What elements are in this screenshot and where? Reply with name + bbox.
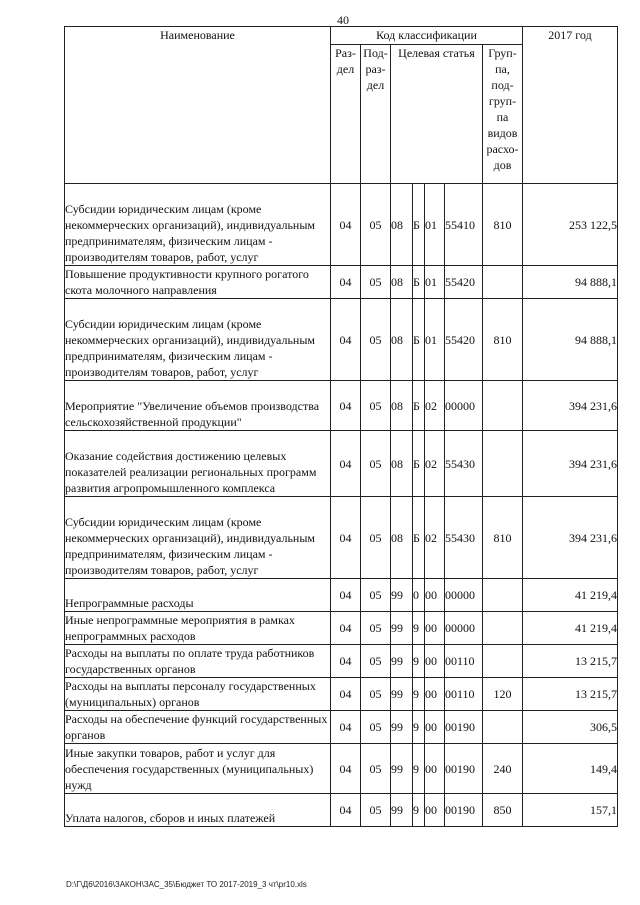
expense-type-code — [483, 431, 523, 497]
row-name: Субсидии юридическим лицам (кроме некоммерческих организаций), индивидуальным предпринимателям, физическим лицам - производителям товаров, работ, услуг — [65, 497, 331, 579]
subsection-code: 05 — [361, 431, 391, 497]
section-code: 04 — [331, 678, 361, 711]
section-code: 04 — [331, 266, 361, 299]
target-subprogram-code: Б — [413, 299, 425, 381]
table-row — [65, 744, 618, 794]
target-subprogram-code: Б — [413, 431, 425, 497]
row-name: Иные непрограммные мероприятия в рамках непрограммных расходов — [65, 612, 331, 645]
row-name: Субсидии юридическим лицам (кроме некоммерческих организаций), индивидуальным предпринимателям, физическим лицам - производителям товаров, работ, услуг — [65, 184, 331, 266]
target-event-code: 01 — [425, 184, 445, 266]
section-code: 04 — [331, 645, 361, 678]
row-name: Мероприятие "Увеличение объемов производства сельскохозяйственной продукции" — [65, 381, 331, 431]
section-code: 04 — [331, 579, 361, 612]
amount-2017: 394 231,6 — [523, 497, 618, 579]
amount-2017: 41 219,4 — [523, 579, 618, 612]
row-name: Расходы на выплаты по оплате труда работников государственных органов — [65, 645, 331, 678]
section-code: 04 — [331, 711, 361, 744]
row-name: Иные закупки товаров, работ и услуг для обеспечения государственных (муниципальных) нужд — [65, 744, 331, 794]
section-code: 04 — [331, 381, 361, 431]
row-name: Расходы на обеспечение функций государственных органов — [65, 711, 331, 744]
page-number: 40 — [337, 13, 349, 27]
amount-2017: 149,4 — [523, 744, 618, 794]
section-code: 04 — [331, 299, 361, 381]
target-direction-code: 00190 — [445, 711, 483, 744]
subsection-code: 05 — [361, 678, 391, 711]
amount-2017: 394 231,6 — [523, 431, 618, 497]
table-row — [65, 184, 618, 266]
subsection-code: 05 — [361, 299, 391, 381]
expense-type-code — [483, 381, 523, 431]
header-name: Наименование — [65, 27, 331, 184]
subsection-code: 05 — [361, 266, 391, 299]
row-name: Субсидии юридическим лицам (кроме некоммерческих организаций), индивидуальным предпринимателям, физическим лицам - производителям товаров, работ, услуг — [65, 299, 331, 381]
target-subprogram-code: 0 — [413, 579, 425, 612]
target-event-code: 00 — [425, 744, 445, 794]
table-row — [65, 431, 618, 497]
table-row — [65, 381, 618, 431]
expense-type-code: 810 — [483, 497, 523, 579]
expense-type-code: 850 — [483, 794, 523, 827]
target-program-code: 99 — [391, 744, 413, 794]
target-event-code: 00 — [425, 794, 445, 827]
table-row — [65, 579, 618, 612]
target-direction-code: 00000 — [445, 612, 483, 645]
row-name: Повышение продуктивности крупного рогатого скота молочного направления — [65, 266, 331, 299]
expense-type-code — [483, 645, 523, 678]
subsection-code: 05 — [361, 645, 391, 678]
amount-2017: 94 888,1 — [523, 299, 618, 381]
table-row — [65, 266, 618, 299]
target-subprogram-code: 9 — [413, 794, 425, 827]
row-name: Непрограммные расходы — [65, 579, 331, 612]
row-name: Уплата налогов, сборов и иных платежей — [65, 794, 331, 827]
expense-type-code: 240 — [483, 744, 523, 794]
target-program-code: 99 — [391, 678, 413, 711]
target-direction-code: 55410 — [445, 184, 483, 266]
subsection-code: 05 — [361, 381, 391, 431]
target-direction-code: 55420 — [445, 266, 483, 299]
target-event-code: 02 — [425, 381, 445, 431]
row-name: Расходы на выплаты персоналу государственных (муниципальных) органов — [65, 678, 331, 711]
expense-type-code: 810 — [483, 184, 523, 266]
target-direction-code: 55430 — [445, 497, 483, 579]
target-event-code: 00 — [425, 678, 445, 711]
section-code: 04 — [331, 497, 361, 579]
target-direction-code: 55430 — [445, 431, 483, 497]
amount-2017: 41 219,4 — [523, 612, 618, 645]
target-program-code: 08 — [391, 497, 413, 579]
target-event-code: 00 — [425, 645, 445, 678]
target-direction-code: 55420 — [445, 299, 483, 381]
subsection-code: 05 — [361, 184, 391, 266]
target-subprogram-code: Б — [413, 497, 425, 579]
target-event-code: 00 — [425, 579, 445, 612]
amount-2017: 13 215,7 — [523, 678, 618, 711]
row-name: Оказание содействия достижению целевых показателей реализации региональных программ развития агропромышленного комплекса — [65, 431, 331, 497]
target-event-code: 00 — [425, 711, 445, 744]
expense-type-code: 810 — [483, 299, 523, 381]
amount-2017: 394 231,6 — [523, 381, 618, 431]
target-event-code: 01 — [425, 266, 445, 299]
subsection-code: 05 — [361, 711, 391, 744]
target-program-code: 08 — [391, 381, 413, 431]
table-row — [65, 497, 618, 579]
header-expense-group: Груп- па, под- груп- па видов расхо- дов — [483, 45, 523, 184]
target-subprogram-code: 9 — [413, 612, 425, 645]
target-event-code: 01 — [425, 299, 445, 381]
table-row — [65, 794, 618, 827]
target-program-code: 08 — [391, 431, 413, 497]
header-subsection: Под- раз- дел — [361, 45, 391, 184]
target-program-code: 08 — [391, 184, 413, 266]
target-direction-code: 00000 — [445, 579, 483, 612]
target-event-code: 00 — [425, 612, 445, 645]
section-code: 04 — [331, 431, 361, 497]
target-direction-code: 00000 — [445, 381, 483, 431]
subsection-code: 05 — [361, 579, 391, 612]
target-subprogram-code: 9 — [413, 678, 425, 711]
target-direction-code: 00110 — [445, 645, 483, 678]
table-body — [65, 184, 618, 827]
expense-type-code — [483, 711, 523, 744]
target-program-code: 99 — [391, 579, 413, 612]
target-subprogram-code: Б — [413, 266, 425, 299]
subsection-code: 05 — [361, 612, 391, 645]
expense-type-code — [483, 579, 523, 612]
target-subprogram-code: Б — [413, 381, 425, 431]
amount-2017: 306,5 — [523, 711, 618, 744]
section-code: 04 — [331, 612, 361, 645]
target-program-code: 99 — [391, 645, 413, 678]
amount-2017: 157,1 — [523, 794, 618, 827]
table-row — [65, 678, 618, 711]
subsection-code: 05 — [361, 794, 391, 827]
subsection-code: 05 — [361, 497, 391, 579]
target-program-code: 08 — [391, 299, 413, 381]
subsection-code: 05 — [361, 744, 391, 794]
header-section: Раз- дел — [331, 45, 361, 184]
target-program-code: 99 — [391, 711, 413, 744]
target-subprogram-code: 9 — [413, 711, 425, 744]
table-row — [65, 711, 618, 744]
target-subprogram-code: 9 — [413, 744, 425, 794]
section-code: 04 — [331, 184, 361, 266]
table-row — [65, 299, 618, 381]
footer-file-path: D:\Г\Д6\2016\ЗАКОН\ЗАС_35\Бюджет ТО 2017-2019_3 чт\pr10.xls — [66, 880, 307, 889]
target-program-code: 99 — [391, 794, 413, 827]
expense-type-code — [483, 612, 523, 645]
header-classification-code: Код классификации — [331, 27, 523, 45]
target-direction-code: 00190 — [445, 794, 483, 827]
expense-type-code: 120 — [483, 678, 523, 711]
header-year: 2017 год — [523, 27, 618, 184]
target-subprogram-code: Б — [413, 184, 425, 266]
target-event-code: 02 — [425, 497, 445, 579]
target-program-code: 99 — [391, 612, 413, 645]
section-code: 04 — [331, 794, 361, 827]
header-target-article: Целевая статья — [391, 45, 483, 184]
amount-2017: 253 122,5 — [523, 184, 618, 266]
amount-2017: 94 888,1 — [523, 266, 618, 299]
table-row — [65, 645, 618, 678]
target-direction-code: 00110 — [445, 678, 483, 711]
section-code: 04 — [331, 744, 361, 794]
table-row — [65, 612, 618, 645]
expense-type-code — [483, 266, 523, 299]
budget-table — [64, 26, 618, 827]
target-program-code: 08 — [391, 266, 413, 299]
target-direction-code: 00190 — [445, 744, 483, 794]
target-event-code: 02 — [425, 431, 445, 497]
amount-2017: 13 215,7 — [523, 645, 618, 678]
target-subprogram-code: 9 — [413, 645, 425, 678]
